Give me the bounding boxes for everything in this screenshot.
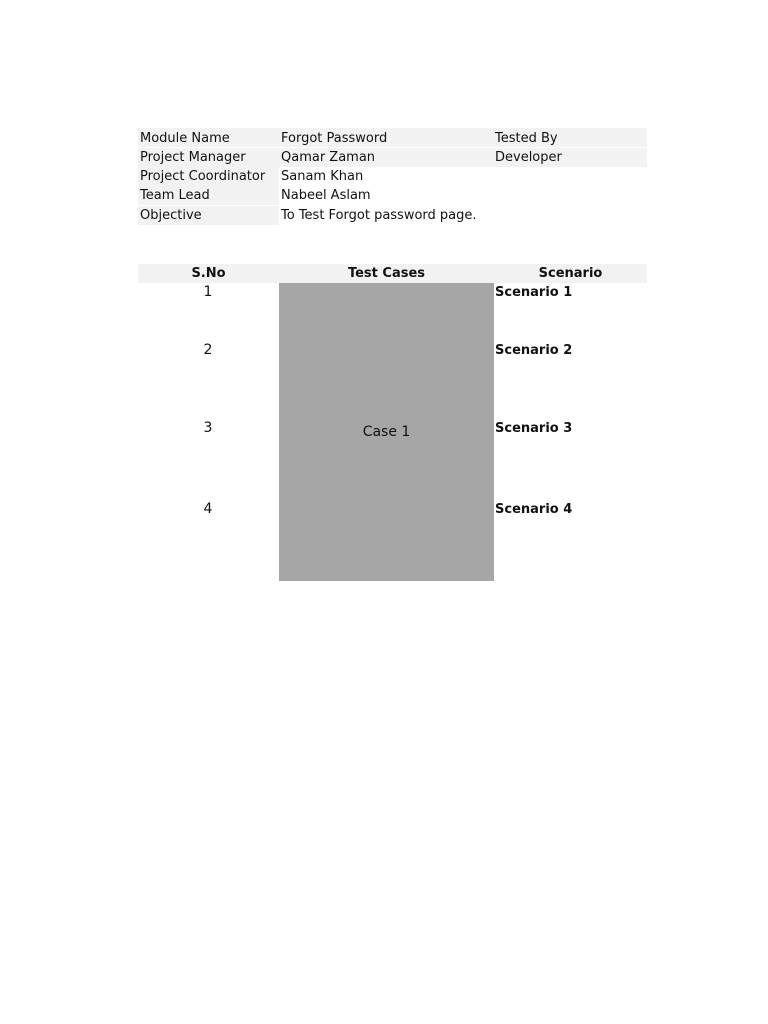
case-label: Case 1 [362, 424, 411, 440]
developer-label: Developer [495, 150, 562, 165]
table-row-sno: 4 [203, 501, 213, 517]
objective-value: To Test Forgot password page. [281, 208, 477, 223]
table-row-scenario: Scenario 3 [495, 421, 573, 436]
case-cell [279, 283, 494, 581]
project-manager-value: Qamar Zaman [281, 150, 376, 165]
table-row-sno: 1 [203, 284, 213, 300]
table-row-scenario: Scenario 4 [495, 502, 573, 517]
table-row-sno: 2 [203, 342, 213, 358]
objective-label: Objective [140, 208, 202, 223]
team-lead-value: Nabeel Aslam [281, 188, 371, 203]
module-name-label: Module Name [140, 131, 230, 146]
header-scenario: Scenario [538, 266, 603, 281]
table-row-sno: 3 [203, 420, 213, 436]
project-coordinator-label: Project Coordinator [140, 169, 266, 184]
table-row-scenario: Scenario 1 [495, 285, 573, 300]
tested-by-label: Tested By [495, 131, 558, 146]
module-name-value: Forgot Password [281, 131, 388, 146]
table-row-scenario: Scenario 2 [495, 343, 573, 358]
header-sno: S.No [191, 266, 226, 281]
team-lead-label: Team Lead [140, 188, 210, 203]
project-coordinator-value: Sanam Khan [281, 169, 364, 184]
project-manager-label: Project Manager [140, 150, 246, 165]
header-test-cases: Test Cases [347, 266, 426, 281]
